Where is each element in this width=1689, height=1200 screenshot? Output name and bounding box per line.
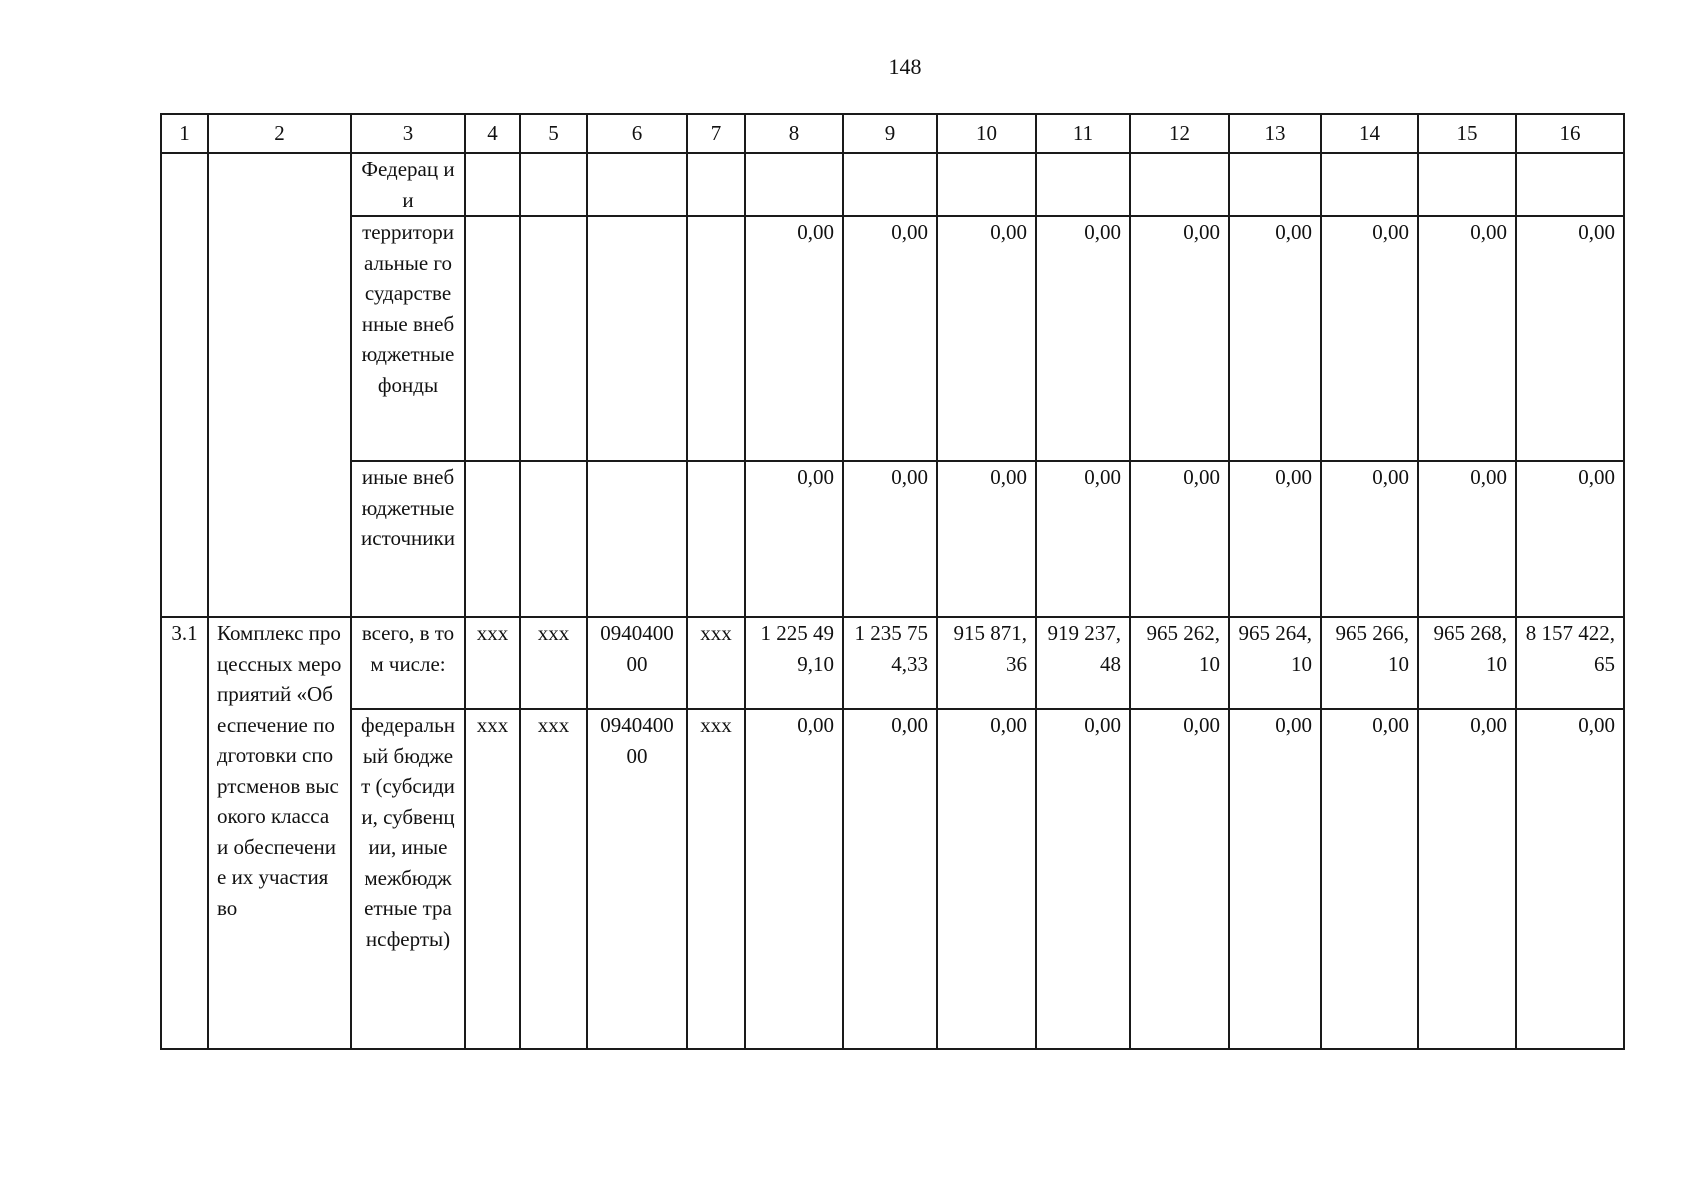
value-cell: 1 235 754,33 bbox=[843, 617, 937, 709]
value-cell: 0,00 bbox=[843, 216, 937, 461]
column-number: 14 bbox=[1321, 114, 1418, 153]
code-cell: ххх bbox=[687, 617, 745, 709]
value-cell: 0,00 bbox=[1321, 216, 1418, 461]
code-cell bbox=[465, 216, 520, 461]
code-cell bbox=[520, 461, 587, 617]
funding-source-cell: Федерац ии bbox=[351, 153, 465, 216]
value-cell: 0,00 bbox=[1036, 216, 1130, 461]
column-number-row bbox=[161, 114, 1624, 153]
value-cell bbox=[1516, 153, 1624, 216]
code-cell bbox=[687, 153, 745, 216]
value-cell: 0,00 bbox=[1516, 461, 1624, 617]
value-cell: 0,00 bbox=[745, 461, 843, 617]
column-number: 8 bbox=[745, 114, 843, 153]
value-cell: 0,00 bbox=[1516, 216, 1624, 461]
section-number-cell: 3.1 bbox=[161, 617, 208, 1049]
value-cell: 0,00 bbox=[1229, 461, 1321, 617]
value-cell bbox=[1130, 153, 1229, 216]
code-cell bbox=[465, 153, 520, 216]
value-cell bbox=[1036, 153, 1130, 216]
value-cell: 0,00 bbox=[1418, 216, 1516, 461]
code-cell bbox=[587, 461, 687, 617]
value-cell bbox=[1418, 153, 1516, 216]
table-row bbox=[161, 461, 1624, 617]
code-cell: 094040000 bbox=[587, 617, 687, 709]
value-cell: 1 225 499,10 bbox=[745, 617, 843, 709]
value-cell: 965 262,10 bbox=[1130, 617, 1229, 709]
value-cell bbox=[745, 153, 843, 216]
value-cell: 915 871,36 bbox=[937, 617, 1036, 709]
column-number: 11 bbox=[1036, 114, 1130, 153]
column-number: 9 bbox=[843, 114, 937, 153]
column-number: 1 bbox=[161, 114, 208, 153]
column-number: 16 bbox=[1516, 114, 1624, 153]
code-cell: ххх bbox=[465, 617, 520, 709]
value-cell: 0,00 bbox=[1130, 216, 1229, 461]
code-cell: ххх bbox=[687, 709, 745, 1049]
code-cell bbox=[587, 153, 687, 216]
value-cell: 0,00 bbox=[1418, 461, 1516, 617]
value-cell: 0,00 bbox=[1130, 709, 1229, 1049]
value-cell: 0,00 bbox=[1229, 216, 1321, 461]
column-number: 5 bbox=[520, 114, 587, 153]
column-number: 10 bbox=[937, 114, 1036, 153]
column-number: 6 bbox=[587, 114, 687, 153]
code-cell bbox=[587, 216, 687, 461]
value-cell: 0,00 bbox=[1036, 709, 1130, 1049]
table-row bbox=[161, 216, 1624, 461]
value-cell: 0,00 bbox=[745, 216, 843, 461]
section-name-cell: Комплекс процессных мероприятий «Обеспечение подготовки спортсменов высокого класса и обеспечение их участия во bbox=[208, 617, 351, 1049]
value-cell: 0,00 bbox=[1130, 461, 1229, 617]
value-cell: 965 268,10 bbox=[1418, 617, 1516, 709]
code-cell bbox=[687, 216, 745, 461]
table-row bbox=[161, 709, 1624, 1049]
value-cell: 0,00 bbox=[1418, 709, 1516, 1049]
funding-source-cell: всего, в том числе: bbox=[351, 617, 465, 709]
value-cell: 0,00 bbox=[1516, 709, 1624, 1049]
value-cell: 8 157 422,65 bbox=[1516, 617, 1624, 709]
value-cell bbox=[937, 153, 1036, 216]
funding-source-cell: федеральный бюджет (субсидии, субвенции, иные межбюджетные трансферты) bbox=[351, 709, 465, 1049]
value-cell: 0,00 bbox=[843, 709, 937, 1049]
value-cell: 0,00 bbox=[1036, 461, 1130, 617]
value-cell bbox=[843, 153, 937, 216]
code-cell: ххх bbox=[520, 709, 587, 1049]
value-cell: 0,00 bbox=[1321, 461, 1418, 617]
code-cell bbox=[465, 461, 520, 617]
column-number: 2 bbox=[208, 114, 351, 153]
value-cell: 0,00 bbox=[745, 709, 843, 1049]
funding-source-cell: иные внебюджетные источники bbox=[351, 461, 465, 617]
value-cell: 965 266,10 bbox=[1321, 617, 1418, 709]
value-cell: 0,00 bbox=[1229, 709, 1321, 1049]
table-row bbox=[161, 617, 1624, 709]
code-cell: ххх bbox=[520, 617, 587, 709]
column-number: 12 bbox=[1130, 114, 1229, 153]
code-cell: ххх bbox=[465, 709, 520, 1049]
code-cell bbox=[520, 216, 587, 461]
budget-table bbox=[160, 113, 1625, 1050]
column-number: 15 bbox=[1418, 114, 1516, 153]
code-cell: 094040000 bbox=[587, 709, 687, 1049]
column-number: 4 bbox=[465, 114, 520, 153]
value-cell: 0,00 bbox=[1321, 709, 1418, 1049]
column-number: 13 bbox=[1229, 114, 1321, 153]
table-row bbox=[161, 153, 1624, 216]
value-cell: 0,00 bbox=[843, 461, 937, 617]
value-cell bbox=[1229, 153, 1321, 216]
column-number: 7 bbox=[687, 114, 745, 153]
value-cell: 965 264,10 bbox=[1229, 617, 1321, 709]
value-cell bbox=[1321, 153, 1418, 216]
value-cell: 0,00 bbox=[937, 709, 1036, 1049]
code-cell bbox=[520, 153, 587, 216]
number-cell bbox=[161, 153, 208, 617]
funding-source-cell: территориальные государственные внебюджетные фонды bbox=[351, 216, 465, 461]
value-cell: 0,00 bbox=[937, 461, 1036, 617]
code-cell bbox=[687, 461, 745, 617]
column-number: 3 bbox=[351, 114, 465, 153]
name-cell bbox=[208, 153, 351, 617]
value-cell: 0,00 bbox=[937, 216, 1036, 461]
value-cell: 919 237,48 bbox=[1036, 617, 1130, 709]
page-number: 148 bbox=[888, 54, 922, 79]
